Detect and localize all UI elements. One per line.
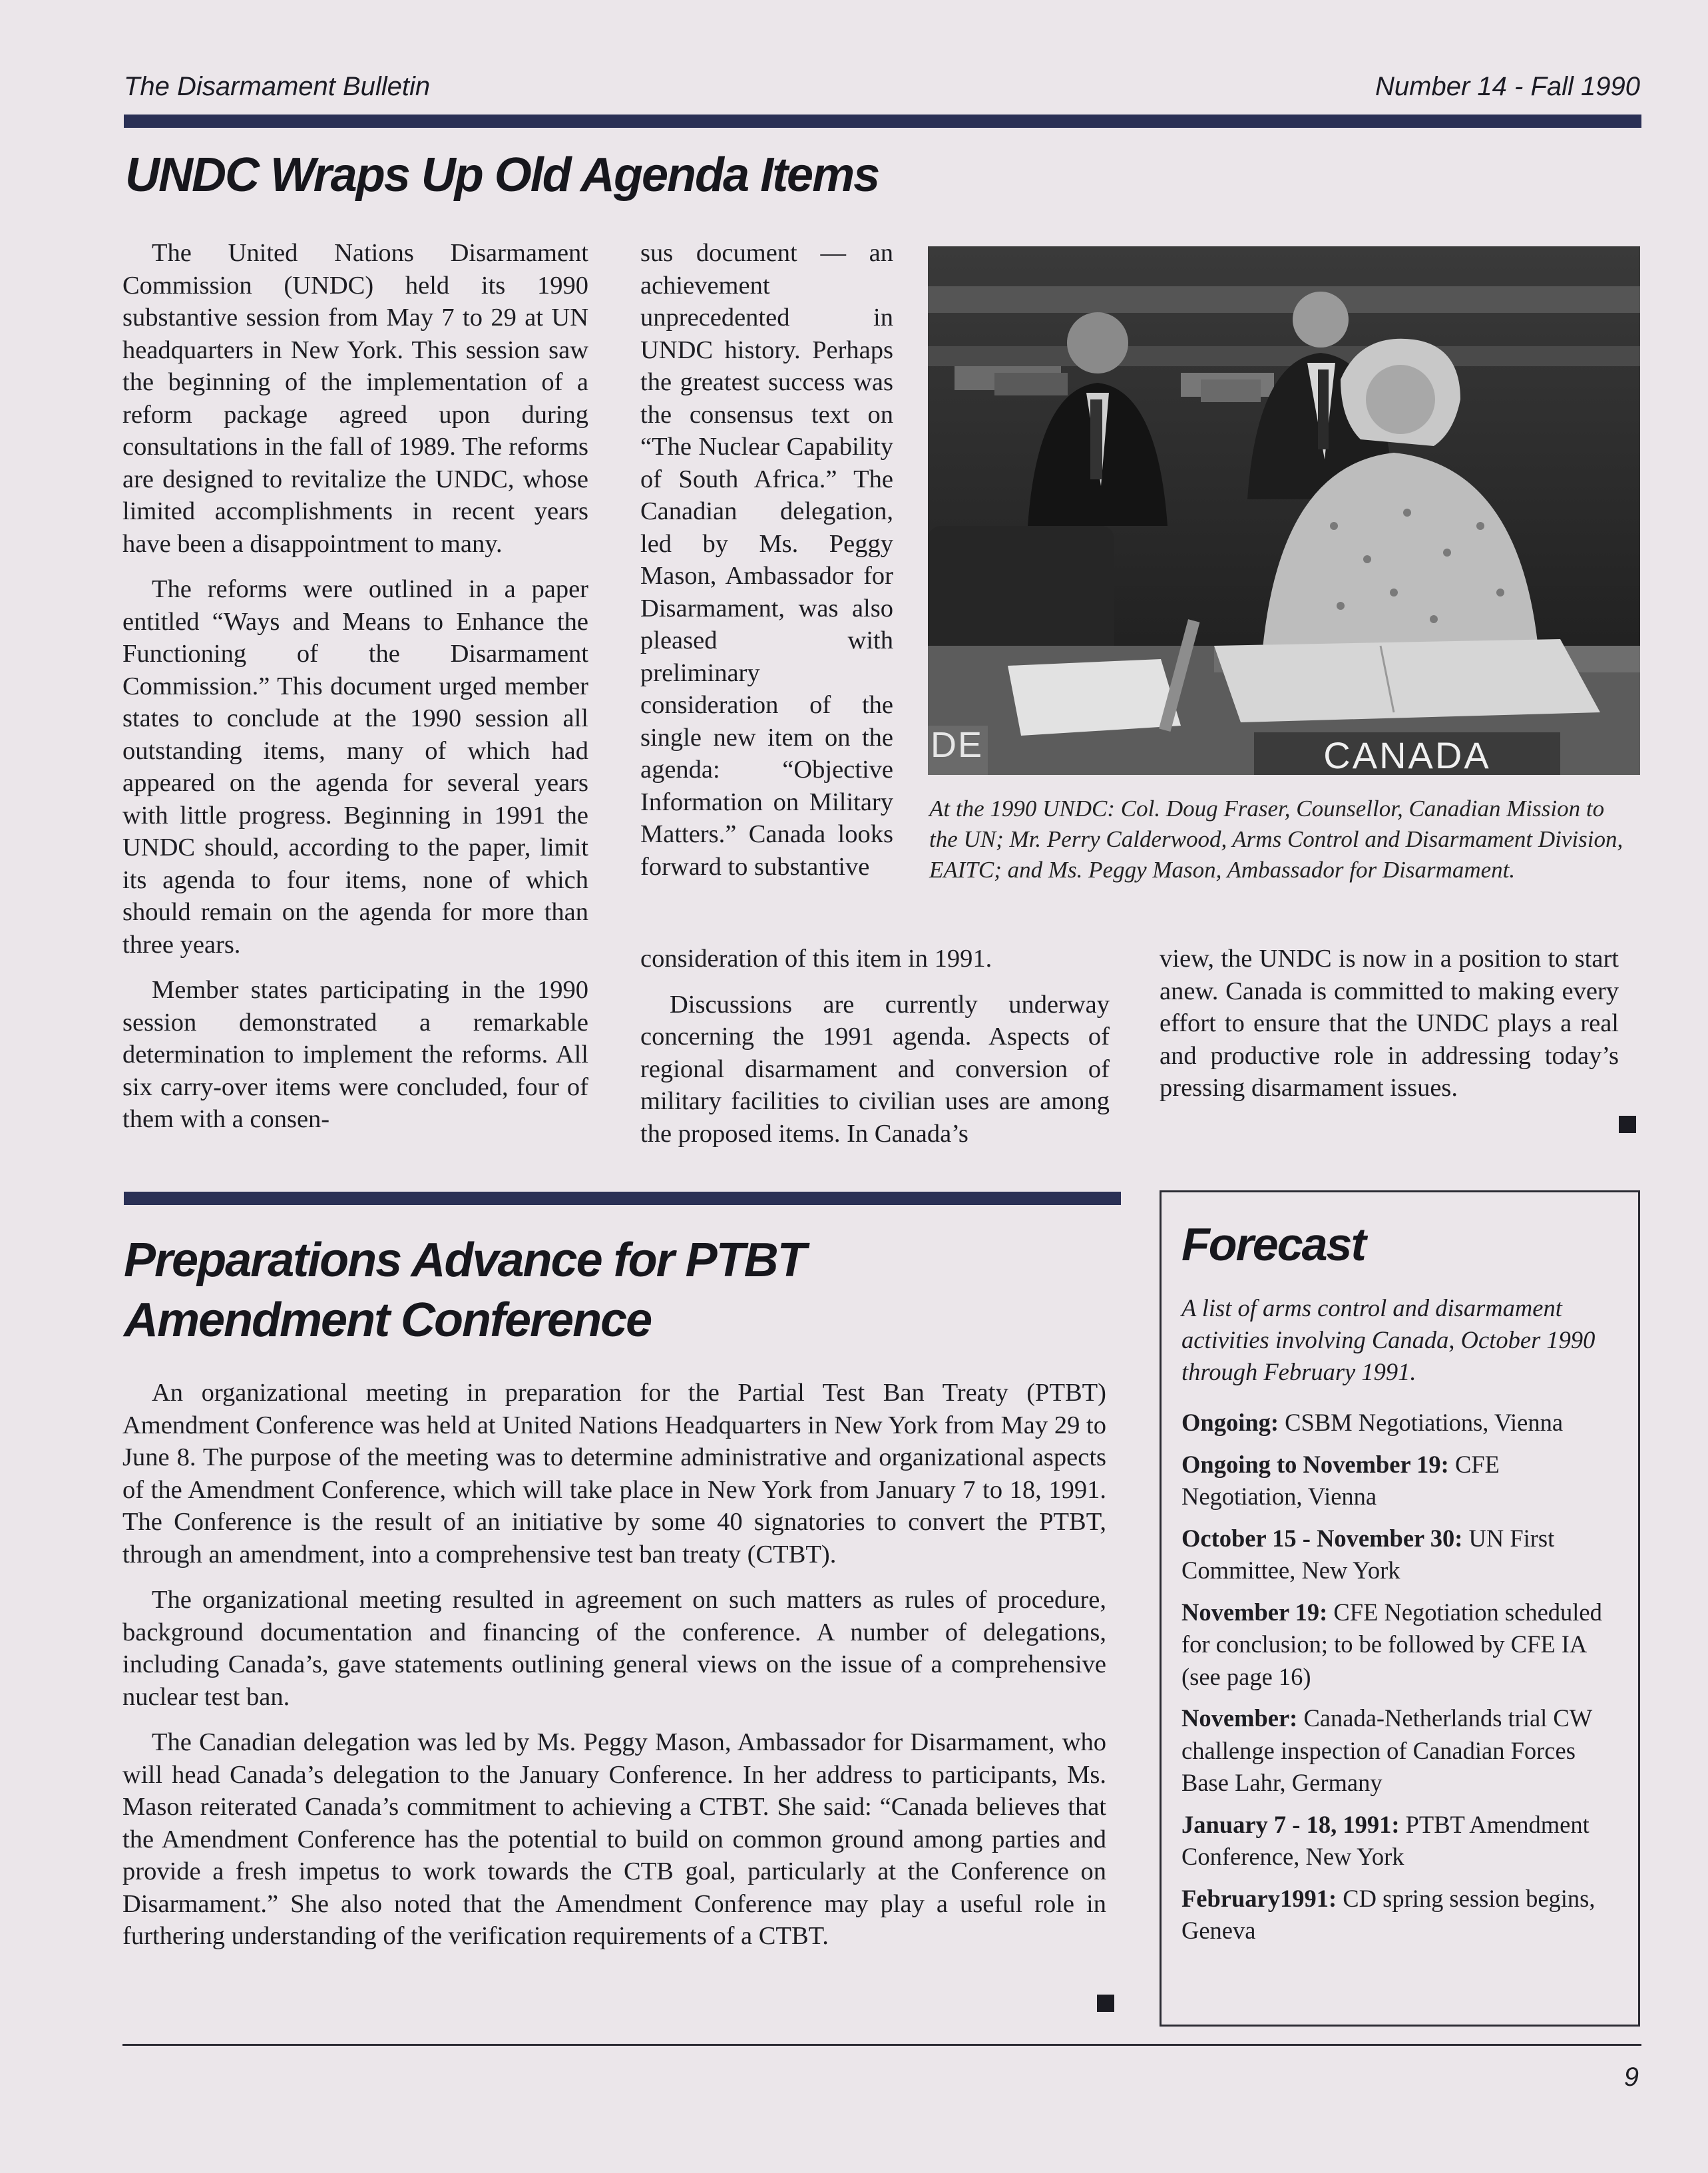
forecast-item-date: Ongoing:: [1181, 1409, 1279, 1436]
article2-title-line2: Amendment Conference: [124, 1294, 652, 1347]
page-number: 9: [1623, 2062, 1639, 2092]
article1-paragraph: The United Nations Disarmament Commission (UNDC) held its 1990 substantive session from May 7 to 29 at UN headquarters in New York. This session saw the beginning of the implementation of a reform package agreed upon during consultations in the fall of 1989. The reforms are designed to revitalize the UNDC, whose limited accomplishments in recent years have been a disappointment to many.: [122, 239, 588, 558]
header-rule: [124, 115, 1641, 128]
article1-paragraph: Discussions are currently underway concerning the 1991 agenda. Aspects of regional disarmament and conversion of military facilities to civilian uses are among the proposed items. In Canada’s: [640, 990, 1110, 1148]
forecast-item: [1181, 1702, 1614, 1800]
forecast-item: [1181, 1407, 1614, 1439]
article1-column2-lower: [640, 943, 1110, 1163]
forecast-item-date: February1991:: [1181, 1884, 1337, 1912]
article1-col3-text: view, the UNDC is now in a position to start anew. Canada is committed to making every effort to ensure that the UNDC plays a real and productive role in addressing today’s pressing disarmament issues.: [1160, 945, 1619, 1102]
forecast-item: [1181, 1809, 1614, 1873]
article1-column3: [1160, 943, 1619, 1104]
forecast-item: [1181, 1883, 1614, 1947]
publication-title: The Disarmament Bulletin: [124, 72, 431, 101]
forecast-item-date: November:: [1181, 1704, 1298, 1732]
article1-paragraph: Member states participating in the 1990 session demonstrated a remarkable determination to implement the reforms. All six carry-over items were concluded, four of them with a consen-: [122, 976, 588, 1133]
forecast-item-date: Ongoing to November 19:: [1181, 1450, 1449, 1478]
footer-rule: [122, 2044, 1641, 2046]
forecast-item-event: CFE Negotiation scheduled for conclusion; to be followed by CFE IA (see page 16): [1181, 1598, 1602, 1690]
forecast-box: [1160, 1190, 1640, 2027]
photo-caption: At the 1990 UNDC: Col. Doug Fraser, Counsellor, Canadian Mission to the UN; Mr. Perry Calderwood, Arms Control and Disarmament Division, EAITC; and Ms. Peggy Mason, Ambassador for Disarmament.: [929, 796, 1623, 883]
article1-paragraph: The reforms were outlined in a paper entitled “Ways and Means to Enhance the Functioning of the Disarmament Commission.” This document urged member states to conclude at the 1990 session all outstanding items, many of which had appeared on the agenda for several years with little progress. Beginning in 1991 the UNDC should, according to the paper, limit its agenda to four items, none of which should remain on the agenda for more than three years.: [122, 575, 588, 959]
article1-column1: [122, 237, 588, 1149]
forecast-item: [1181, 1596, 1614, 1694]
forecast-intro: A list of arms control and disarmament activities involving Canada, October 1990 through February 1991.: [1181, 1294, 1596, 1385]
article2-paragraph: An organizational meeting in preparation for the Partial Test Ban Treaty (PTBT) Amendment Conference was held at United Nations Headquarters in New York from May 29 to June 8. The purpose of the meeting was to determine administrative and organizational aspects of the Amendment Conference, which will take place in New York from January 7 to 18, 1991. The Conference is the result of an initiative by some 40 signatories to convert the PTBT, through an amendment, into a comprehensive test ban treaty (CTBT).: [122, 1379, 1106, 1569]
issue-number: Number 14 - Fall 1990: [1375, 72, 1640, 101]
forecast-item: [1181, 1449, 1614, 1513]
delegation-photo: [928, 246, 1640, 775]
article2-paragraph: The Canadian delegation was led by Ms. Peggy Mason, Ambassador for Disarmament, who will head Canada’s delegation to the January Conference. In her address to participants, Ms. Mason reiterated Canada’s commitment to achieving a CTBT. She said: “Canada believes that the Amendment Conference has the potential to build on common ground among parties and provide a fresh impetus to work towards the CTB goal, particularly at the Conference on Disarmament.” She also noted that the Amendment Conference may play a useful role in furthering understanding of the verification requirements of a CTBT.: [122, 1728, 1106, 1950]
forecast-item: [1181, 1523, 1614, 1587]
article1-paragraph: consideration of this item in 1991.: [640, 945, 992, 973]
article2-title: [124, 1230, 805, 1350]
forecast-item-event: Canada-Netherlands trial CW challenge inspection of Canadian Forces Base Lahr, Germany: [1181, 1704, 1592, 1796]
forecast-item-date: October 15 - November 30:: [1181, 1524, 1463, 1552]
photo-nameplate-canada: CANADA: [1323, 734, 1491, 775]
end-of-article-mark: [1619, 1116, 1636, 1133]
forecast-list: [1181, 1407, 1614, 1957]
article1-paragraph: [1160, 943, 1619, 1104]
end-of-article-mark: [1097, 1995, 1114, 2012]
article2-title-line1: Preparations Advance for PTBT: [124, 1234, 805, 1287]
article1-title: UNDC Wraps Up Old Agenda Items: [125, 148, 879, 202]
forecast-item-event: CSBM Negotiations, Vienna: [1285, 1409, 1564, 1436]
forecast-item-date: January 7 - 18, 1991:: [1181, 1810, 1400, 1838]
photo-illustration: [928, 246, 1640, 775]
forecast-item-date: November 19:: [1181, 1598, 1328, 1626]
article1-column2: [640, 237, 893, 883]
article2-rule: [124, 1192, 1121, 1205]
article1-paragraph: sus document — an achievement unprecedented in UNDC history. Perhaps the greatest success was the consensus text on “The Nuclear Capability of South Africa.” The Canadian delegation, led by Ms. Peggy Mason, Ambassador for Disarmament, was also pleased with preliminary consideration of the single new item on the agenda: “Objective Information on Military Matters.” Canada looks forward to substantive: [640, 239, 893, 881]
photo-nameplate-left: DE: [931, 725, 984, 765]
forecast-item-event: UN First Committee, New York: [1181, 1524, 1555, 1584]
article2-paragraph: The organizational meeting resulted in agreement on such matters as rules of procedure, background documentation and financing of the conference. A number of delegations, including Canada’s, gave statements outlining general views on the issue of a comprehensive nuclear test ban.: [122, 1586, 1106, 1711]
forecast-item-event: CD spring session begins, Geneva: [1181, 1884, 1596, 1944]
article2-body: [122, 1377, 1106, 1966]
forecast-item-event: CFE Negotiation, Vienna: [1181, 1450, 1500, 1510]
forecast-item-event: PTBT Amendment Conference, New York: [1181, 1810, 1590, 1870]
forecast-title: Forecast: [1181, 1218, 1365, 1270]
